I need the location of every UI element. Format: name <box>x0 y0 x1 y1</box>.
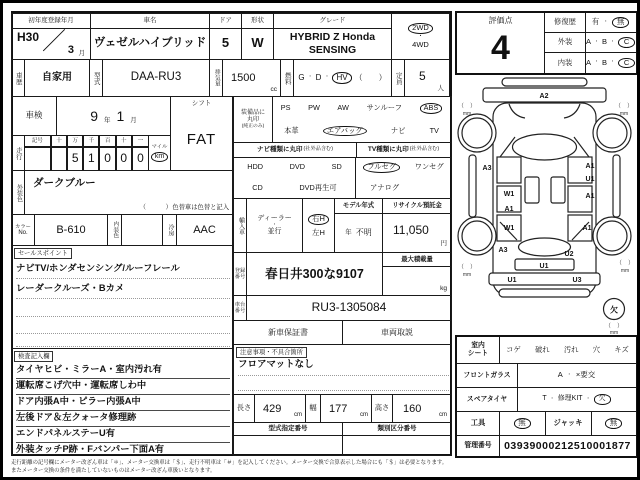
length-value: 429 <box>263 403 282 415</box>
door-cell <box>209 13 242 60</box>
mileage-col-header: 万 <box>67 135 83 147</box>
sales-point-empty-line <box>16 303 230 317</box>
seat-option: 穴 <box>592 344 601 354</box>
history-label-cell <box>11 59 25 97</box>
grade-line2: SENSING <box>308 43 357 56</box>
grade-b: B <box>602 37 608 47</box>
equipment-item: AW <box>337 103 349 113</box>
drive-2wd-circled: 2WD <box>408 23 433 34</box>
mm-unit: mm <box>462 111 472 117</box>
model-label-cell <box>89 59 103 97</box>
grade-b: B <box>602 57 608 67</box>
handle-cell <box>302 198 335 253</box>
wheel-rear-right <box>593 217 631 255</box>
rear-window-shape <box>519 238 571 256</box>
history-label: 車歴 <box>14 71 22 85</box>
car-name-cell <box>90 13 210 60</box>
dot: ・ <box>593 38 599 45</box>
damage-mark-rear-panel: U1 <box>539 263 549 270</box>
ac-label: 冷房 <box>166 224 173 236</box>
exterior-grade-label: 外装 <box>545 33 586 52</box>
damage-mark-left-quarter: A3 <box>498 247 508 254</box>
width-unit: cm <box>360 412 368 419</box>
mm-unit: mm <box>609 330 619 335</box>
max-load-cell <box>382 252 452 296</box>
capacity-label-cell <box>391 59 405 97</box>
recycle-value: 11,050 <box>393 223 429 237</box>
damage-mark-right-door-a: A1 <box>585 193 595 200</box>
warranty-doc-cell: 新車保証書 <box>233 320 343 345</box>
damage-mark-right-door-u: U1 <box>585 176 595 183</box>
color-change-note: 色替車は色替と記入 <box>172 203 229 211</box>
color-change-paren: （ ） <box>139 203 172 211</box>
mileage-label: 走行 <box>14 146 22 160</box>
model-code: DAA-RU3 <box>102 59 210 97</box>
history-value: 自家用 <box>24 59 90 97</box>
mileage-digit: 1 <box>83 147 99 171</box>
displacement-label-cell <box>209 59 223 97</box>
damage-mark-left-front-fender: A3 <box>482 165 492 172</box>
width-value: 177 <box>329 403 348 415</box>
tread-depth-paren: （ ） <box>457 265 477 271</box>
interior-color-value <box>121 214 163 246</box>
height-unit: cm <box>439 412 447 419</box>
spare-option-t: T <box>542 395 547 403</box>
color-no-label-cell <box>11 214 35 246</box>
mileage-grid <box>24 135 149 171</box>
handle-right-circled: 右H <box>308 214 329 225</box>
repair-history-label: 修復歴 <box>545 13 586 32</box>
dot: ・ <box>585 395 591 402</box>
inspector-note-line: エンドパネルステーU有 <box>16 428 230 443</box>
repair-yes: 有 <box>591 17 600 27</box>
shape-label: 形状 <box>242 14 273 29</box>
damage-mark-left-door-a: A1 <box>504 206 514 213</box>
score-value: 4 <box>491 29 510 68</box>
chassis-number: RU3-1305084 <box>246 295 452 321</box>
equipment-label2: 丸印 <box>246 116 259 123</box>
mileage-col-header: 千 <box>83 135 99 147</box>
seat-label1: 室内 <box>471 342 485 350</box>
grade-a: A <box>585 57 591 67</box>
equipment-item: 本革 <box>284 125 299 135</box>
mm-unit: mm <box>620 268 630 274</box>
inspector-note-line: 外装タッチP跡・Fバンパー下面A有 <box>16 444 165 454</box>
score-label: 評価点 <box>488 15 513 25</box>
tools-none-circled: 無 <box>514 418 531 429</box>
model-year-cell <box>334 198 383 253</box>
rear-bumper-shape <box>489 273 600 285</box>
equipment-label1: 装備品に <box>240 109 265 116</box>
navi-option: DVD再生可 <box>299 182 337 192</box>
fuel-label-cell <box>280 59 294 97</box>
sales-point-empty-line <box>16 320 230 334</box>
windshield-option-a: A <box>557 370 563 380</box>
hood-arc-right <box>564 104 580 118</box>
mileage-digit: 0 <box>99 147 115 171</box>
displacement-value: 1500 <box>231 72 256 84</box>
mileage-digit <box>51 147 67 171</box>
inspector-note-line: 運転席こげ穴中・運転席しわ中 <box>16 380 230 395</box>
handle-left: 左H <box>312 227 325 237</box>
interior-color-label: 内装色 <box>111 221 118 239</box>
import-dealer-cell <box>246 198 303 253</box>
dot: ・ <box>307 74 313 81</box>
jack-label: ジャッキ <box>545 412 592 435</box>
door-count: 5 <box>221 35 230 51</box>
equipment-item-airbag-circled: エアバッグ <box>323 126 367 136</box>
navi-option: CD <box>252 182 263 192</box>
chassis-label-cell <box>233 295 247 321</box>
max-load-unit: kg <box>440 284 447 292</box>
tv-header-sub: (社外品含む) <box>409 146 440 153</box>
damage-mark-tailgate: U2 <box>564 251 574 258</box>
door-label: ドア <box>210 14 241 29</box>
first-registration-era: H30 <box>17 30 40 44</box>
exterior-color-cell <box>24 170 233 215</box>
damage-mark-left-rear-door-w: W1 <box>503 225 515 232</box>
mileage-digit: 0 <box>132 147 149 171</box>
type-cert-value <box>233 435 343 456</box>
mileage-col-header: 百 <box>99 135 115 147</box>
color-no-label2: No. <box>18 229 28 236</box>
caution-empty-line <box>238 378 449 391</box>
exterior-grade-c-circled: C <box>618 37 635 48</box>
shaken-year-unit: 年 <box>104 117 111 125</box>
capacity-cell <box>404 59 450 97</box>
fuel-label: 燃料 <box>283 71 291 85</box>
spare-missing-mark: 欠 <box>610 305 618 315</box>
navi-tv-box <box>233 142 452 199</box>
shaken-year: 9 <box>90 107 98 124</box>
navi-option: SD <box>331 162 342 172</box>
chassis-label1: 車台 <box>234 301 246 308</box>
max-load-label: 最大積載量 <box>383 253 451 267</box>
fuel-hv-circled: HV <box>332 72 351 83</box>
dot: ・ <box>549 395 555 402</box>
inspector-note-line: タイヤヒビ・ミラーA・室内汚れ有 <box>16 364 230 379</box>
first-registration-cell <box>11 13 91 60</box>
month-unit: 月 <box>78 49 85 57</box>
ac-value: AAC <box>176 214 233 246</box>
interior-grade-label: 内装 <box>545 53 586 73</box>
tread-depth-paren: （ ） <box>615 261 635 267</box>
equipment-label3: (純正のみ) <box>241 123 265 129</box>
mileage-col-header: 一 <box>132 135 149 147</box>
dot: ・ <box>603 18 609 25</box>
exterior-color-value: ダークブルー <box>33 177 96 189</box>
mm-unit: mm <box>619 111 629 117</box>
left-side-sill <box>469 155 476 217</box>
registration-number: 春日井300な9107 <box>246 252 383 296</box>
navi-option: HDD <box>247 162 264 172</box>
right-side-sill <box>613 155 620 217</box>
cautions-label: 注意事項・不具合箇所 <box>236 347 307 358</box>
mileage-label-cell <box>11 135 25 171</box>
management-number-label: 管理番号 <box>457 436 500 456</box>
equipment-item: ナビ <box>390 125 406 135</box>
inspector-note-line: 左後ドア＆左クォータ修理跡 <box>16 412 230 427</box>
length-unit: cm <box>294 412 302 419</box>
dot: ・ <box>566 371 572 378</box>
tread-depth-paren: （ ） <box>457 104 477 110</box>
fuel-g: G <box>298 73 305 83</box>
displacement-cell <box>222 59 281 97</box>
import-parallel: 並行 <box>267 228 282 236</box>
hood-arc-left <box>509 104 525 118</box>
length-cell <box>254 394 306 423</box>
registration-label2: 番号 <box>234 274 246 280</box>
grade-a: A <box>585 37 591 47</box>
fuel-d: D <box>315 73 322 83</box>
shape-value: W <box>251 35 264 51</box>
registration-label1: 登録 <box>234 267 246 274</box>
tv-header: TV種類に丸印 <box>367 146 409 154</box>
navi-header-sub: (社外品含む) <box>303 146 333 153</box>
mileage-symbol <box>24 147 51 171</box>
sales-points-label: セールスポイント <box>14 248 72 259</box>
exterior-color-label-cell <box>11 170 25 215</box>
mileage-col-header: 十 <box>116 135 132 147</box>
seat-option: コゲ <box>506 344 521 354</box>
seat-label2: シート <box>467 350 489 357</box>
shaken-value-cell <box>56 96 171 136</box>
windshield-option-replace: ×要交 <box>575 370 596 380</box>
color-no-value: B-610 <box>34 214 108 246</box>
ac-label-cell <box>162 214 177 246</box>
drive-4wd: 4WD <box>412 39 429 49</box>
tread-depth-paren: （ ） <box>614 104 634 110</box>
fuel-other-paren: （ ） <box>354 73 387 83</box>
equipment-item-abs-circled: ABS <box>420 103 443 113</box>
shaken-month-unit: 月 <box>130 117 137 125</box>
type-cert-label: 型式指定番号 <box>233 422 343 436</box>
damage-mark-left-door-w: W1 <box>503 191 515 198</box>
capacity-unit: 人 <box>437 84 444 92</box>
evaluation-box <box>455 11 638 75</box>
sales-point-line: レーダークルーズ・Bカメ <box>16 283 230 299</box>
damage-mark-right-quarter: A1 <box>582 225 592 232</box>
damage-mark-front-bumper: A2 <box>539 93 549 100</box>
mileage-unit-km-circled: km <box>151 152 168 162</box>
fuel-cell <box>293 59 392 97</box>
sales-point-empty-line <box>16 334 230 347</box>
rear-bumper-lower-bar <box>499 289 590 297</box>
recycle-unit: 円 <box>440 239 447 247</box>
manual-doc-cell: 車両取説 <box>342 320 452 345</box>
windshield-roof-shape <box>513 134 577 160</box>
navi-option: DVD <box>289 162 306 172</box>
height-value: 160 <box>403 403 422 415</box>
capacity-value: 5 <box>419 69 426 83</box>
inspector-notes-label: 検査記入欄 <box>14 351 53 362</box>
dot: ・ <box>610 38 616 45</box>
inspector-note-line: ドア内張A中・ピラー内張A中 <box>16 396 230 411</box>
seat-option: キズ <box>614 344 629 354</box>
model-year-unit: 年 <box>345 228 352 236</box>
recycle-label: リサイクル預託金 <box>383 199 451 214</box>
registration-label-cell <box>233 252 247 296</box>
mileage-col-header: 十 <box>51 135 67 147</box>
management-number-value: 03939000212510001877 <box>504 439 631 452</box>
import-dealer: ディーラー <box>257 214 292 222</box>
footer-note-line1: 走行距離の記号欄にメーター改ざん車は「＊」、メーター交換車は「＄」、走行不明車は「＃」を記入してください。メーター交換で合算表示した場合にも「＄」は必要となります。 <box>11 460 448 466</box>
height-cell <box>392 394 452 423</box>
height-label: 高さ <box>371 394 393 423</box>
navi-header: ナビ種類に丸印 <box>257 146 303 154</box>
cautions-box <box>233 344 452 395</box>
model-year-value: 不明 <box>355 227 372 237</box>
car-name-value: ヴェゼルハイブリッド <box>93 36 207 49</box>
import-label: 輸入車 <box>237 216 244 235</box>
sales-point-line: ナビTV/ホンダセンシング/ルーフレール <box>16 263 230 279</box>
shaken-month: 1 <box>116 107 125 124</box>
left-front-door-panel <box>497 157 521 183</box>
dot: ・ <box>593 59 599 66</box>
mileage-digit: 5 <box>67 147 83 171</box>
footer-note-line2: またメーター交換の条件を満たしていないものはメーター改ざん車扱いとなります。 <box>11 468 216 475</box>
repair-no-circled: 無 <box>612 17 629 28</box>
tread-depth-paren: （ ） <box>604 324 624 330</box>
condition-table <box>455 335 638 458</box>
mileage-col-header: 記号 <box>24 135 51 147</box>
damage-mark-right-front-fender: A1 <box>585 163 595 170</box>
model-label: 型式 <box>92 71 100 85</box>
class-number-value <box>342 435 452 456</box>
seat-right-shape <box>551 177 565 203</box>
sales-points-box <box>11 245 233 349</box>
chassis-label2: 番号 <box>234 308 246 314</box>
seat-option: 破れ <box>535 344 550 354</box>
tv-option: アナログ <box>370 182 400 192</box>
equipment-item: PW <box>308 103 320 113</box>
shaken-label: 車検 <box>11 96 57 136</box>
damage-mark-rear-bumper-right: U3 <box>572 277 582 284</box>
recycle-cell <box>382 198 452 253</box>
interior-grade-c-circled: C <box>618 58 635 69</box>
shift-cell <box>170 96 233 171</box>
inspector-notes-box <box>11 348 233 455</box>
first-registration-label: 初年度登録年月 <box>12 14 90 29</box>
dot: ・ <box>610 59 616 66</box>
mileage-digit: 0 <box>116 147 132 171</box>
dot: ・ <box>324 74 330 81</box>
grade-line1: HYBRID Z Honda <box>289 31 376 44</box>
wheel-front-right <box>593 114 631 152</box>
grade-label: グレード <box>274 14 391 29</box>
damage-mark-rear-bumper-left: U1 <box>507 277 517 284</box>
tv-option: ワンセグ <box>414 162 444 172</box>
equipment-item: PS <box>280 103 291 113</box>
displacement-unit: cc <box>270 85 277 93</box>
width-label: 幅 <box>305 394 321 423</box>
drivetrain-cell <box>391 13 450 60</box>
mileage-unit-mile: マイル <box>151 144 168 151</box>
spare-option-kit: 修理KIT <box>557 395 583 403</box>
equipment-box <box>233 96 452 143</box>
dot: ・ <box>271 221 277 228</box>
exterior-color-label: 外装色 <box>15 183 22 202</box>
windshield-label: フロントガラス <box>457 364 518 387</box>
grade-cell <box>273 13 392 60</box>
width-cell <box>320 394 372 423</box>
front-bumper-top-bar <box>502 78 587 86</box>
tv-option-fullseg-circled: フルセグ <box>363 162 400 172</box>
capacity-label: 定員 <box>394 71 402 85</box>
displacement-label: 排気量 <box>213 69 220 87</box>
shift-value: FAT <box>186 131 217 149</box>
tools-label: 工具 <box>457 412 500 435</box>
slash-mark: ／ <box>42 28 66 55</box>
drive-dot: ・ <box>417 34 424 41</box>
first-registration-month: 3 <box>67 44 74 57</box>
shift-label: シフト <box>191 99 212 107</box>
equipment-item: TV <box>429 125 439 135</box>
spare-missing-circled: 欠 <box>594 394 611 404</box>
seat-option: 汚れ <box>563 344 579 354</box>
caution-line: フロアマットなし <box>238 360 449 376</box>
car-damage-diagram <box>455 77 638 335</box>
mm-unit: mm <box>462 272 472 278</box>
model-year-label: モデル年式 <box>335 199 382 214</box>
length-label: 長さ <box>233 394 255 423</box>
interior-color-label-cell <box>107 214 122 246</box>
import-label-cell <box>233 198 247 253</box>
wheel-front-left <box>458 114 496 152</box>
wheel-rear-left <box>458 217 496 255</box>
class-number-label: 類別区分番号 <box>342 422 452 436</box>
seat-left-shape <box>525 177 539 203</box>
equipment-item: サンルーフ <box>366 103 403 113</box>
jack-none-circled: 無 <box>605 418 622 429</box>
color-no-label1: カラー <box>15 223 31 230</box>
shape-cell <box>241 13 274 60</box>
spare-tire-label: スペアタイヤ <box>457 388 518 411</box>
car-name-label: 車名 <box>91 14 209 29</box>
mileage-unit-cell <box>148 135 171 171</box>
